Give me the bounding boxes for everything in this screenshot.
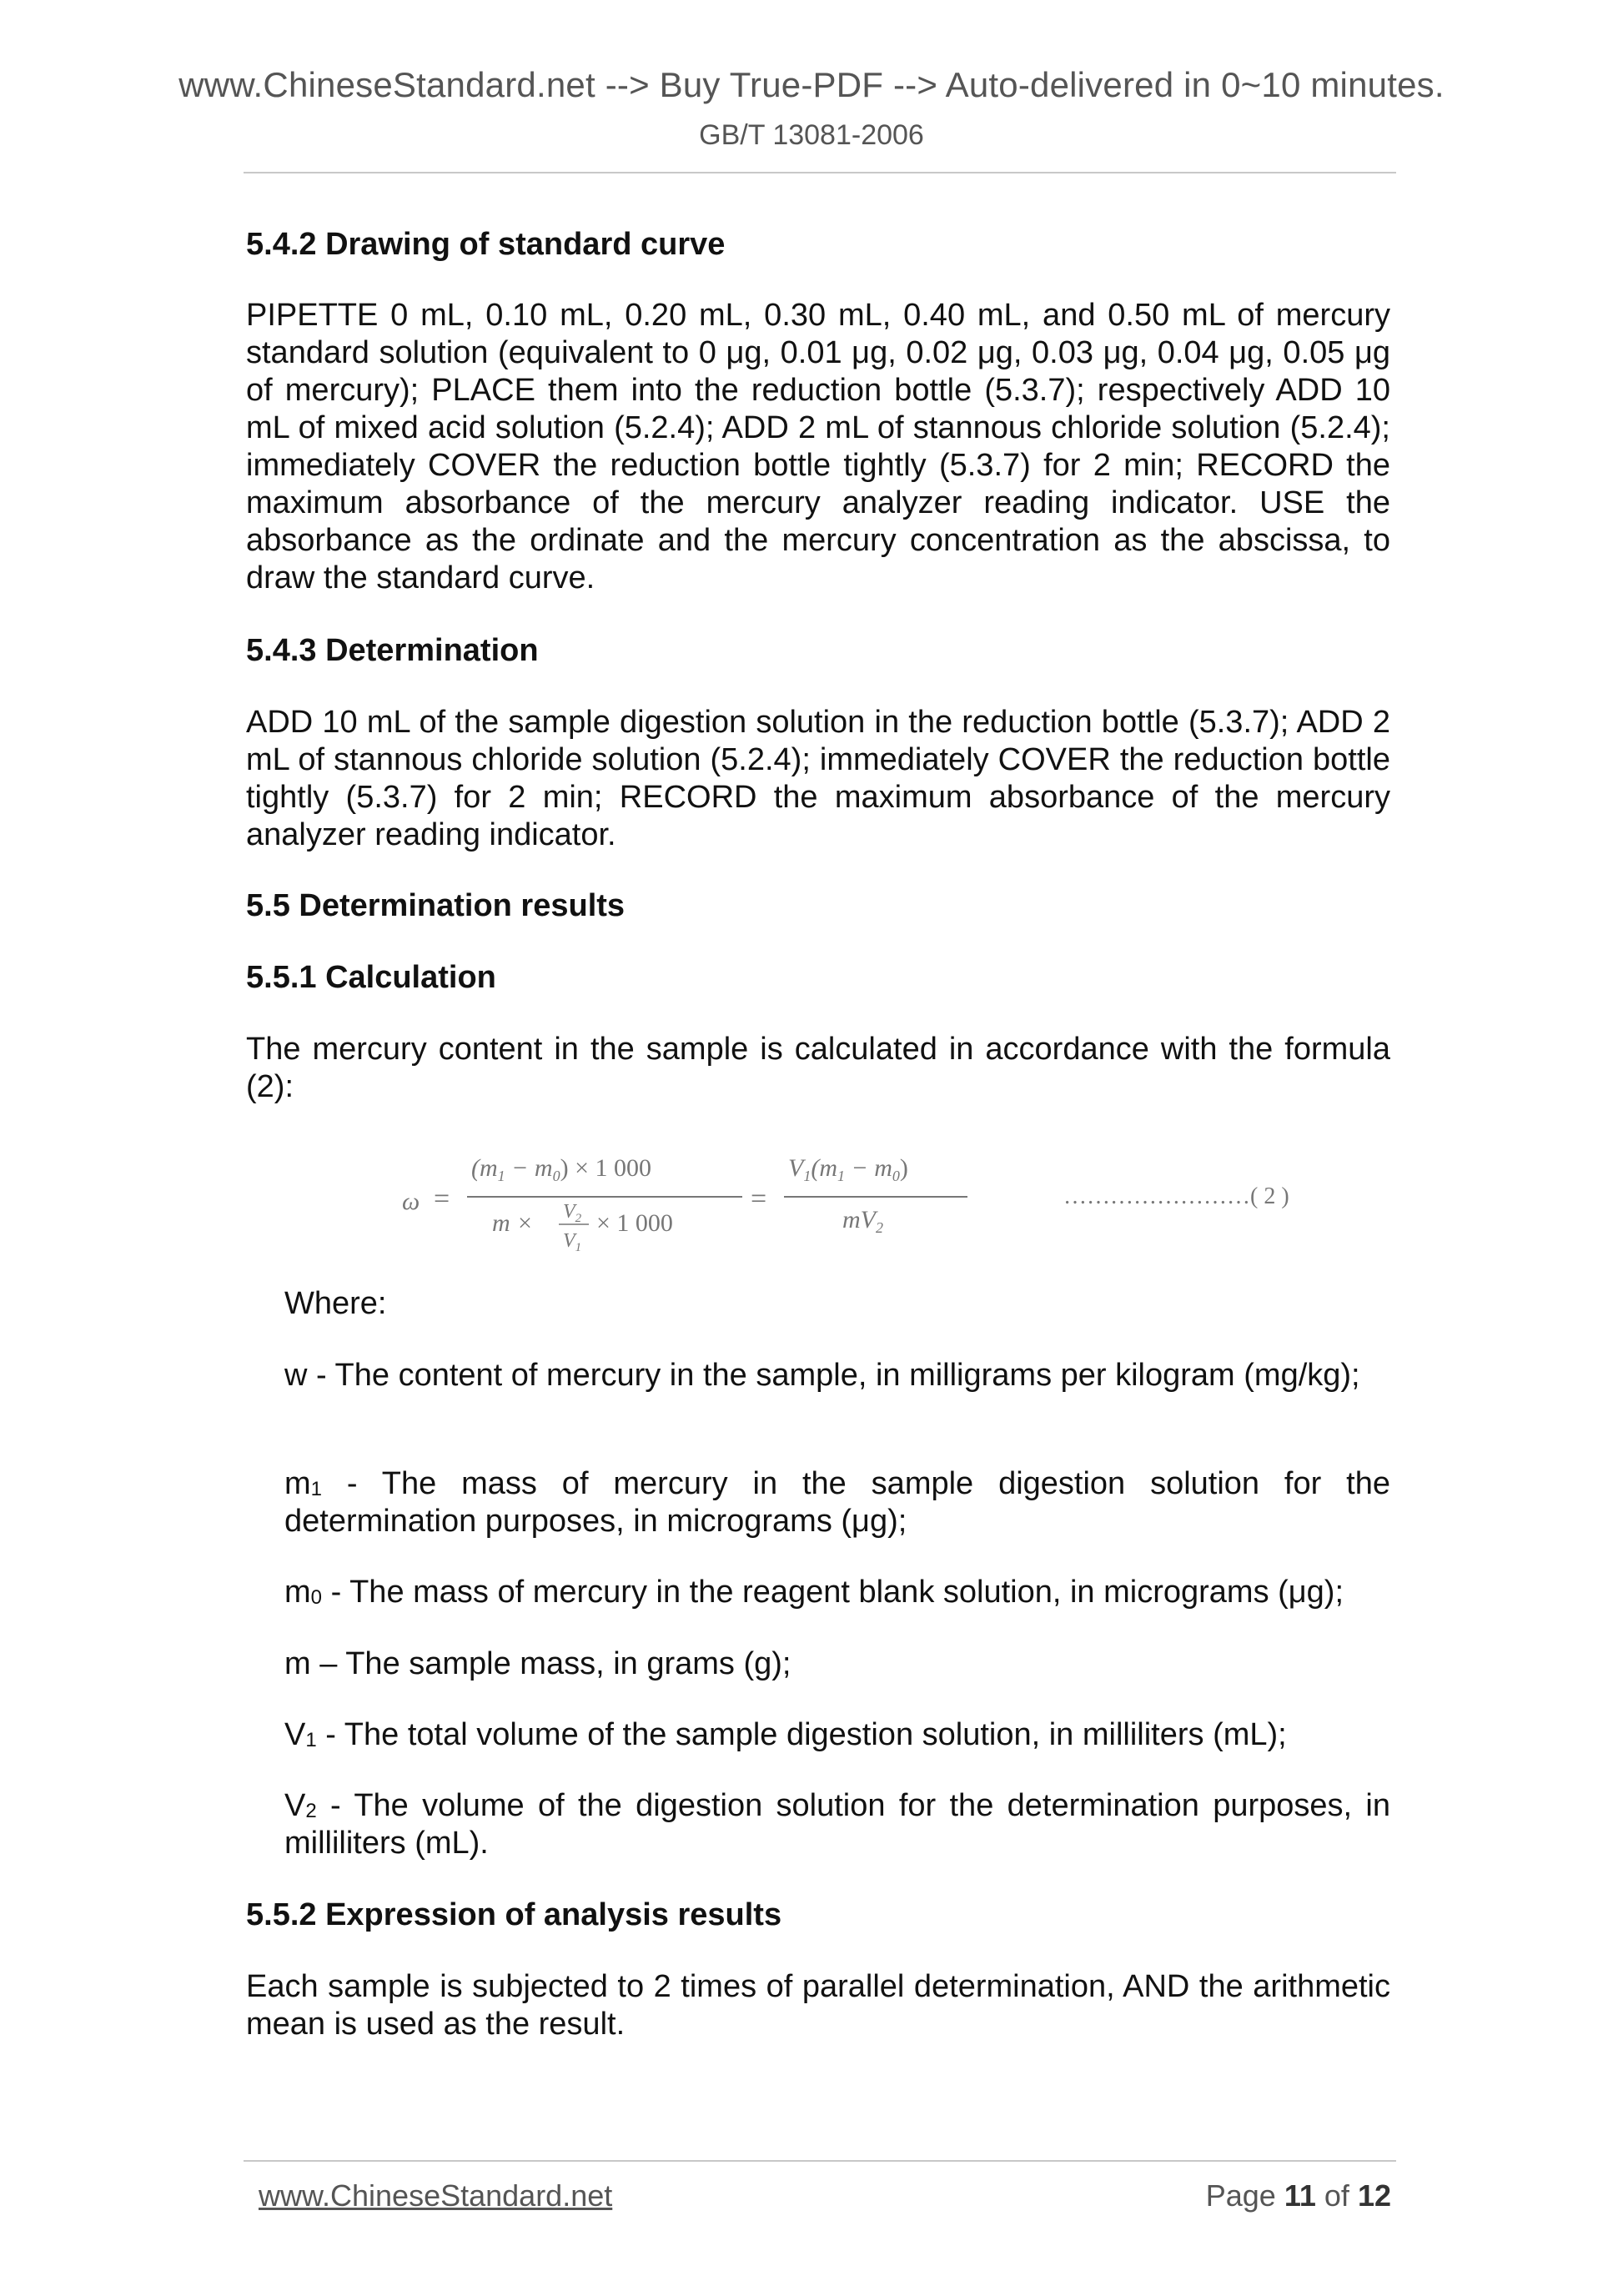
where-v2: $V_2$ - The volume of the digestion solution for the determination purposes, in milliliters (mL). xyxy=(284,1788,1390,1861)
section-title-5-5-2: 5.5.2 Expression of analysis results xyxy=(246,1897,782,1932)
formula-omega: ω xyxy=(402,1188,420,1215)
section-title-5-4-2: 5.4.2 Drawing of standard curve xyxy=(246,227,726,262)
total-pages: 12 xyxy=(1357,2178,1391,2213)
where-m1: $m_1$ - The mass of mercury in the sample digestion solution for the determination purposes, in micrograms (μg); xyxy=(284,1466,1390,1539)
formula-equals-2: = xyxy=(751,1183,767,1214)
formula-num2: $V_1(m_1 - m_0)$ xyxy=(788,1154,908,1184)
section-body-5-4-3: ADD 10 mL of the sample digestion solution in the reduction bottle (5.3.7); ADD 2 mL of stannous chloride solution (5.2.4); immediately COVER the reduction bottle tightly (5.3.7) for 2 min; RECORD the maximum absorbance of the mercury analyzer reading indicator. xyxy=(246,705,1390,852)
section-title-5-5: 5.5 Determination results xyxy=(246,888,626,923)
header-divider xyxy=(244,172,1396,173)
page-indicator: Page 11 of 12 xyxy=(1205,2178,1391,2213)
formula-den1-m: m × xyxy=(492,1209,534,1237)
formula-den2: $mV_2$ xyxy=(842,1206,883,1236)
section-title-5-4-3: 5.4.3 Determination xyxy=(246,633,539,668)
section-title-5-5-1: 5.5.1 Calculation xyxy=(246,960,496,995)
formula-num1: $(m_1 - m_0) \times 1$ 000 xyxy=(471,1154,651,1184)
footer-divider xyxy=(244,2160,1396,2162)
formula-den1-end: × 1 000 xyxy=(596,1209,673,1237)
section-body-5-5-1: The mercury content in the sample is calculated in accordance with the formula (2): xyxy=(246,1032,1390,1104)
footer-website-link[interactable]: www.ChineseStandard.net xyxy=(259,2178,613,2213)
formula-reference: ……………………( 2 ) xyxy=(1063,1183,1289,1209)
section-body-5-5-2: Each sample is subjected to 2 times of parallel determination, AND the arithmetic mean is used as the result. xyxy=(246,1969,1390,2042)
formula-2 xyxy=(392,1134,1393,1259)
formula-den1-v1: $V_1$ xyxy=(563,1230,582,1254)
current-page: 11 xyxy=(1284,2178,1316,2213)
where-m0: $m_0$ - The mass of mercury in the reagent blank solution, in micrograms (μg); xyxy=(284,1575,1344,1610)
formula-equals-1: = xyxy=(434,1183,450,1214)
where-m: m – The sample mass, in grams (g); xyxy=(284,1646,791,1681)
where-label: Where: xyxy=(284,1286,387,1321)
standard-number: GB/T 13081-2006 xyxy=(699,119,924,151)
where-w: w - The content of mercury in the sample, in milligrams per kilogram (mg/kg); xyxy=(284,1358,1360,1393)
section-body-5-4-2: PIPETTE 0 mL, 0.10 mL, 0.20 mL, 0.30 mL, 0.40 mL, and 0.50 mL of mercury standard solution (equivalent to 0 μg, 0.01 μg, 0.02 μg, 0.03 μg, 0.04 μg, 0.05 μg of mercury); PLACE them into the reduction bottle (5.3.7); respectively ADD 10 mL of mixed acid solution (5.2.4); ADD 2 mL of stannous chloride solution (5.2.4); immediately COVER the reduction bottle tightly (5.3.7) for 2 min; RECORD the maximum absorbance of the mercury analyzer reading indicator. USE the absorbance as the ordinate and the mercury concentration as the abscissa, to draw the standard curve. xyxy=(246,298,1390,595)
header-banner: www.ChineseStandard.net --> Buy True-PDF --> Auto-delivered in 0~10 minutes. xyxy=(178,65,1445,104)
formula-den1-v2: $V_2$ xyxy=(563,1201,582,1225)
where-v1: $V_1$ - The total volume of the sample digestion solution, in milliliters (mL); xyxy=(284,1717,1287,1752)
